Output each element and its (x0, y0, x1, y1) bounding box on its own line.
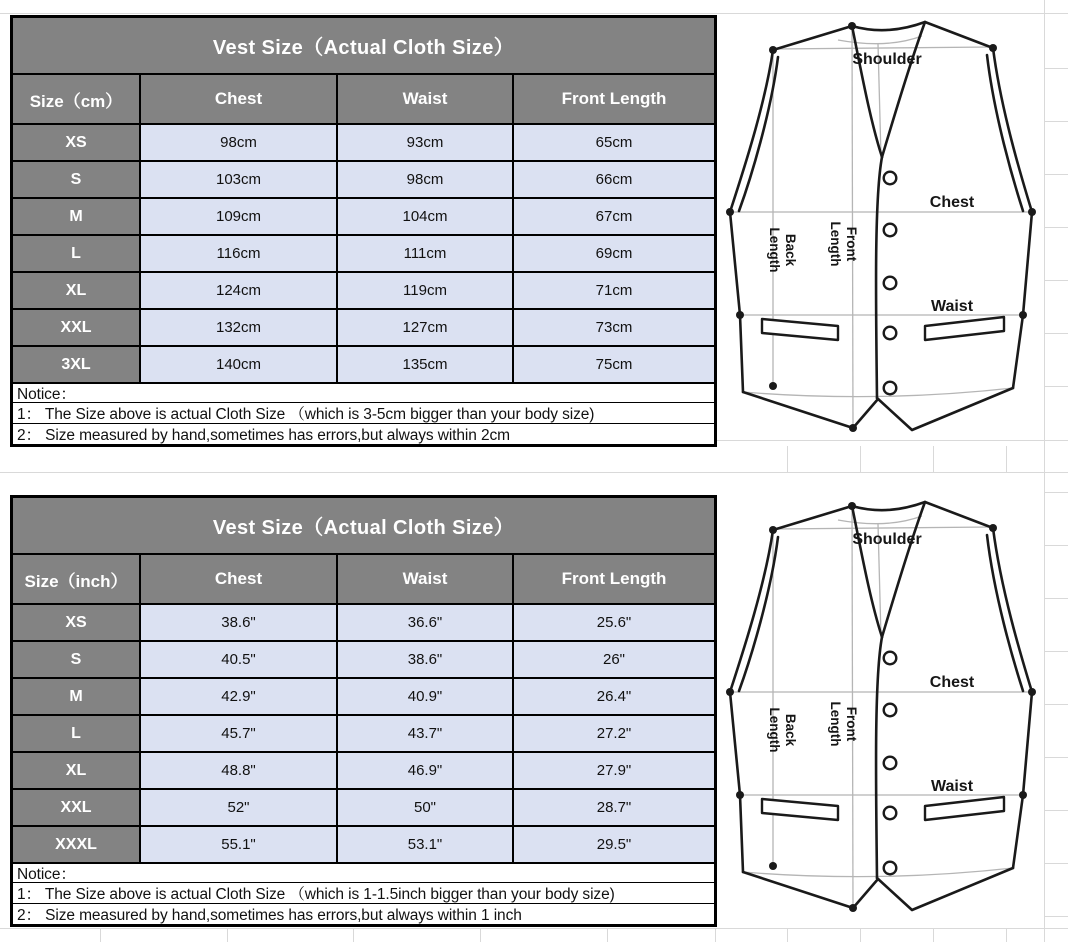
table-row (13, 125, 714, 162)
waist-label: Waist (930, 298, 974, 315)
button-icon (884, 327, 897, 340)
vest-body-fill (730, 22, 1032, 430)
svg-text:Length: Length (828, 701, 843, 747)
size-table-inch (10, 495, 717, 927)
vest-measurement-diagram-inch (715, 480, 1060, 920)
table-row (13, 605, 714, 642)
size-cell: L (13, 716, 141, 751)
table-row (13, 162, 714, 199)
table-row (13, 790, 714, 827)
table-body (13, 605, 714, 864)
table-row (13, 310, 714, 347)
notice-line-2: 2： Size measured by hand,sometimes has errors,but always within 1 inch (13, 903, 714, 924)
table-row (13, 273, 714, 310)
column-header-size: Size（cm） (13, 75, 141, 123)
button-icon (884, 224, 897, 237)
column-header-front-length: Front Length (561, 89, 667, 108)
size-cell: S (13, 642, 141, 677)
table-header-row (13, 555, 714, 605)
front-length-cell: 71cm (514, 273, 714, 308)
table-row (13, 236, 714, 273)
front-length-cell: 26.4" (514, 679, 714, 714)
waist-cell: 40.9" (338, 679, 514, 714)
notice-line-1: 1： The Size above is actual Cloth Size （which is 3-5cm bigger than your body size) (13, 402, 714, 423)
waist-cell: 36.6" (338, 605, 514, 640)
svg-text:Back: Back (783, 713, 798, 747)
button-icon (884, 277, 897, 290)
chest-cell: 132cm (141, 310, 338, 345)
front-length-cell: 25.6" (514, 605, 714, 640)
size-cell: XS (13, 125, 141, 160)
table-title: Vest Size（Actual Cloth Size） (13, 498, 714, 555)
size-cell: 3XL (13, 347, 141, 382)
front-length-cell: 29.5" (514, 827, 714, 862)
chest-label: Chest (929, 674, 975, 691)
column-header-chest: Chest (141, 555, 338, 603)
table-row (13, 199, 714, 236)
vest-body-fill (730, 502, 1032, 910)
column-header-chest: Chest (141, 75, 338, 123)
waist-cell: 46.9" (338, 753, 514, 788)
size-cell: S (13, 162, 141, 197)
table-row (13, 642, 714, 679)
svg-text:Length: Length (767, 707, 782, 753)
waist-cell: 135cm (338, 347, 514, 382)
svg-text:Front: Front (844, 706, 859, 742)
svg-text:Front: Front (844, 226, 859, 262)
back-length-label (767, 228, 798, 273)
waist-cell: 98cm (338, 162, 514, 197)
column-header-front-length: Front Length (561, 569, 667, 588)
column-header-waist: Waist (338, 75, 514, 123)
table-body (13, 125, 714, 384)
table-row (13, 716, 714, 753)
notice-block (13, 384, 714, 444)
waist-cell: 104cm (338, 199, 514, 234)
notice-heading: Notice： (17, 866, 76, 883)
front-length-cell: 27.2" (514, 716, 714, 751)
front-length-label (828, 222, 859, 267)
size-cell: XL (13, 753, 141, 788)
svg-text:Length: Length (828, 221, 843, 267)
column-header-size: Size（inch） (13, 555, 141, 603)
notice-block (13, 864, 714, 924)
notice-heading: Notice： (17, 386, 76, 403)
chest-cell: 98cm (141, 125, 338, 160)
vest-measurement-diagram-cm (715, 0, 1060, 440)
front-length-cell: 69cm (514, 236, 714, 271)
chest-label: Chest (929, 194, 975, 211)
front-length-label (828, 702, 859, 747)
button-icon (884, 382, 897, 395)
svg-text:Back: Back (783, 233, 798, 267)
notice-line-1: 1： The Size above is actual Cloth Size （which is 1-1.5inch bigger than your body size) (13, 882, 714, 903)
shoulder-label: Shoulder (852, 51, 922, 68)
size-table-cm (10, 15, 717, 447)
waist-cell: 53.1" (338, 827, 514, 862)
table-title: Vest Size（Actual Cloth Size） (13, 18, 714, 75)
svg-text:Length: Length (767, 227, 782, 273)
table-row (13, 827, 714, 864)
chest-cell: 124cm (141, 273, 338, 308)
column-header-waist: Waist (338, 555, 514, 603)
waist-label: Waist (930, 778, 974, 795)
button-icon (884, 757, 897, 770)
front-length-cell: 26" (514, 642, 714, 677)
chest-cell: 52" (141, 790, 338, 825)
size-cell: XS (13, 605, 141, 640)
front-length-cell: 66cm (514, 162, 714, 197)
table-header-row (13, 75, 714, 125)
front-length-cell: 65cm (514, 125, 714, 160)
chest-cell: 116cm (141, 236, 338, 271)
size-cell: L (13, 236, 141, 271)
button-icon (884, 652, 897, 665)
button-icon (884, 172, 897, 185)
chest-cell: 45.7" (141, 716, 338, 751)
chest-cell: 40.5" (141, 642, 338, 677)
chest-cell: 38.6" (141, 605, 338, 640)
size-cell: XL (13, 273, 141, 308)
shoulder-label: Shoulder (852, 531, 922, 548)
button-icon (884, 862, 897, 875)
chest-cell: 103cm (141, 162, 338, 197)
table-row (13, 753, 714, 790)
chest-cell: 48.8" (141, 753, 338, 788)
button-icon (884, 807, 897, 820)
waist-cell: 93cm (338, 125, 514, 160)
button-icon (884, 704, 897, 717)
back-length-label (767, 708, 798, 753)
waist-cell: 119cm (338, 273, 514, 308)
waist-cell: 111cm (338, 236, 514, 271)
front-length-cell: 75cm (514, 347, 714, 382)
front-length-cell: 28.7" (514, 790, 714, 825)
front-length-cell: 67cm (514, 199, 714, 234)
waist-cell: 38.6" (338, 642, 514, 677)
size-cell: XXXL (13, 827, 141, 862)
waist-cell: 50" (338, 790, 514, 825)
notice-line-2: 2： Size measured by hand,sometimes has errors,but always within 2cm (13, 423, 714, 444)
size-cell: XXL (13, 310, 141, 345)
waist-cell: 127cm (338, 310, 514, 345)
chest-cell: 55.1" (141, 827, 338, 862)
table-row (13, 347, 714, 384)
size-cell: M (13, 679, 141, 714)
chest-cell: 109cm (141, 199, 338, 234)
size-cell: XXL (13, 790, 141, 825)
waist-cell: 43.7" (338, 716, 514, 751)
size-cell: M (13, 199, 141, 234)
front-length-cell: 73cm (514, 310, 714, 345)
chest-cell: 140cm (141, 347, 338, 382)
table-row (13, 679, 714, 716)
chest-cell: 42.9" (141, 679, 338, 714)
front-length-cell: 27.9" (514, 753, 714, 788)
